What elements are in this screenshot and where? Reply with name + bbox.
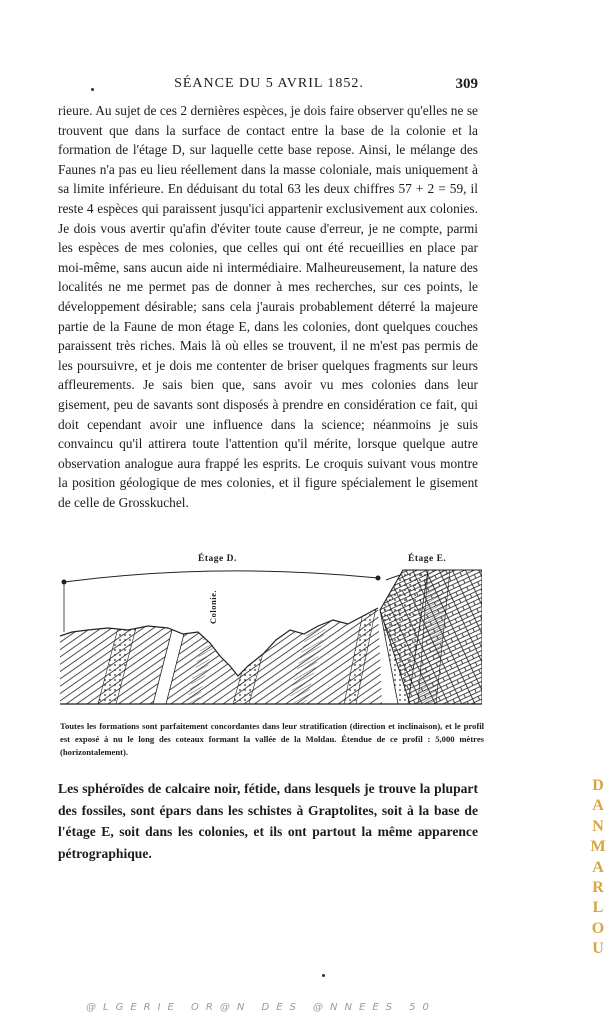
footer-watermark: @LGERIE OR@N DES @NNEES 50: [86, 1002, 436, 1013]
etage-d-strata: [58, 588, 388, 708]
stray-mark: [322, 974, 325, 977]
running-title: SÉANCE DU 5 AVRIL 1852.: [174, 76, 364, 91]
label-etage-d: Étage D.: [198, 554, 237, 564]
page-number: 309: [455, 76, 478, 92]
etage-e-strata: [380, 570, 482, 704]
cross-section-drawing: [58, 548, 482, 708]
page-header: [60, 76, 478, 96]
body-paragraph-2: Les sphéroïdes de calcaire noir, fétide, dans lesquels je trouve la plupart des fossiles, sont épars dans les schistes à Graptolites, soit à la base de l'étage E, soit dans les colonies, et ils ont partout la même apparence pétrographique.: [58, 781, 478, 861]
vertical-watermark: DANMARLOU: [590, 777, 606, 958]
geological-section-figure: [58, 548, 482, 708]
body-paragraph-1: rieure. Au sujet de ces 2 dernières espèces, je dois faire observer qu'elles ne se trouvent que dans la surface de contact entre la base de la colonie et la formation de l'étage D, sur laquelle cette base repose. Ainsi, le mélange des Faunes n'a pas eu lieu réellement dans la masse coloniale, mais uniquement à sa limite inférieure. En déduisant du total 63 les deux chiffres 57 + 2 = 59, il reste 4 espèces qui paraissent jusqu'ici appartenir exclusivement aux colonies. Je dois vous avertir qu'afin d'éviter toute cause d'erreur, je ne compte, parmi les espèces de mes colonies, que celles qui ont été recueillies en place par moi-même, sans aucun aide ni intermédiaire. Malheureusement, la nature des localités ne me permet pas de donner à mes recherches, sur ces points, le développement désirable; sans cela j'aurais probablement déterré la majeure partie de la Faune de mon étage E, dans les colonies, dont quelques couches paraissent très riches. Mais là où elles se trouvent, il ne m'est pas permis de les poursuivre, et je dois me contenter de briser quelques fragments sur leurs affleurements. Je sais bien que, sans avoir vu mes colonies dans leur gisement, peu de savants sont disposés à prendre en considération ce fait, qui doit cependant avoir une influence dans la science; néanmoins je suis convaincu qu'il attirera toute l'attention qu'il mérite, lorsque quelque autre observation analogue aura frappé les esprits. Le croquis suivant vous montre la position géologique de mes colonies, et il figure spécialement le gisement de celle de Grosskuchel.: [58, 103, 478, 510]
label-colonie: Colonie.: [208, 590, 218, 624]
figure-caption: Toutes les formations sont parfaitement concordantes dans leur stratification (direction et inclinaison), et le profil est exposé à nu le long des coteaux formant la vallée de la Moldau. Étendue de ce profil : 5,000 mètres (horizontalement).: [60, 721, 484, 758]
label-etage-e: Étage E.: [408, 554, 447, 564]
